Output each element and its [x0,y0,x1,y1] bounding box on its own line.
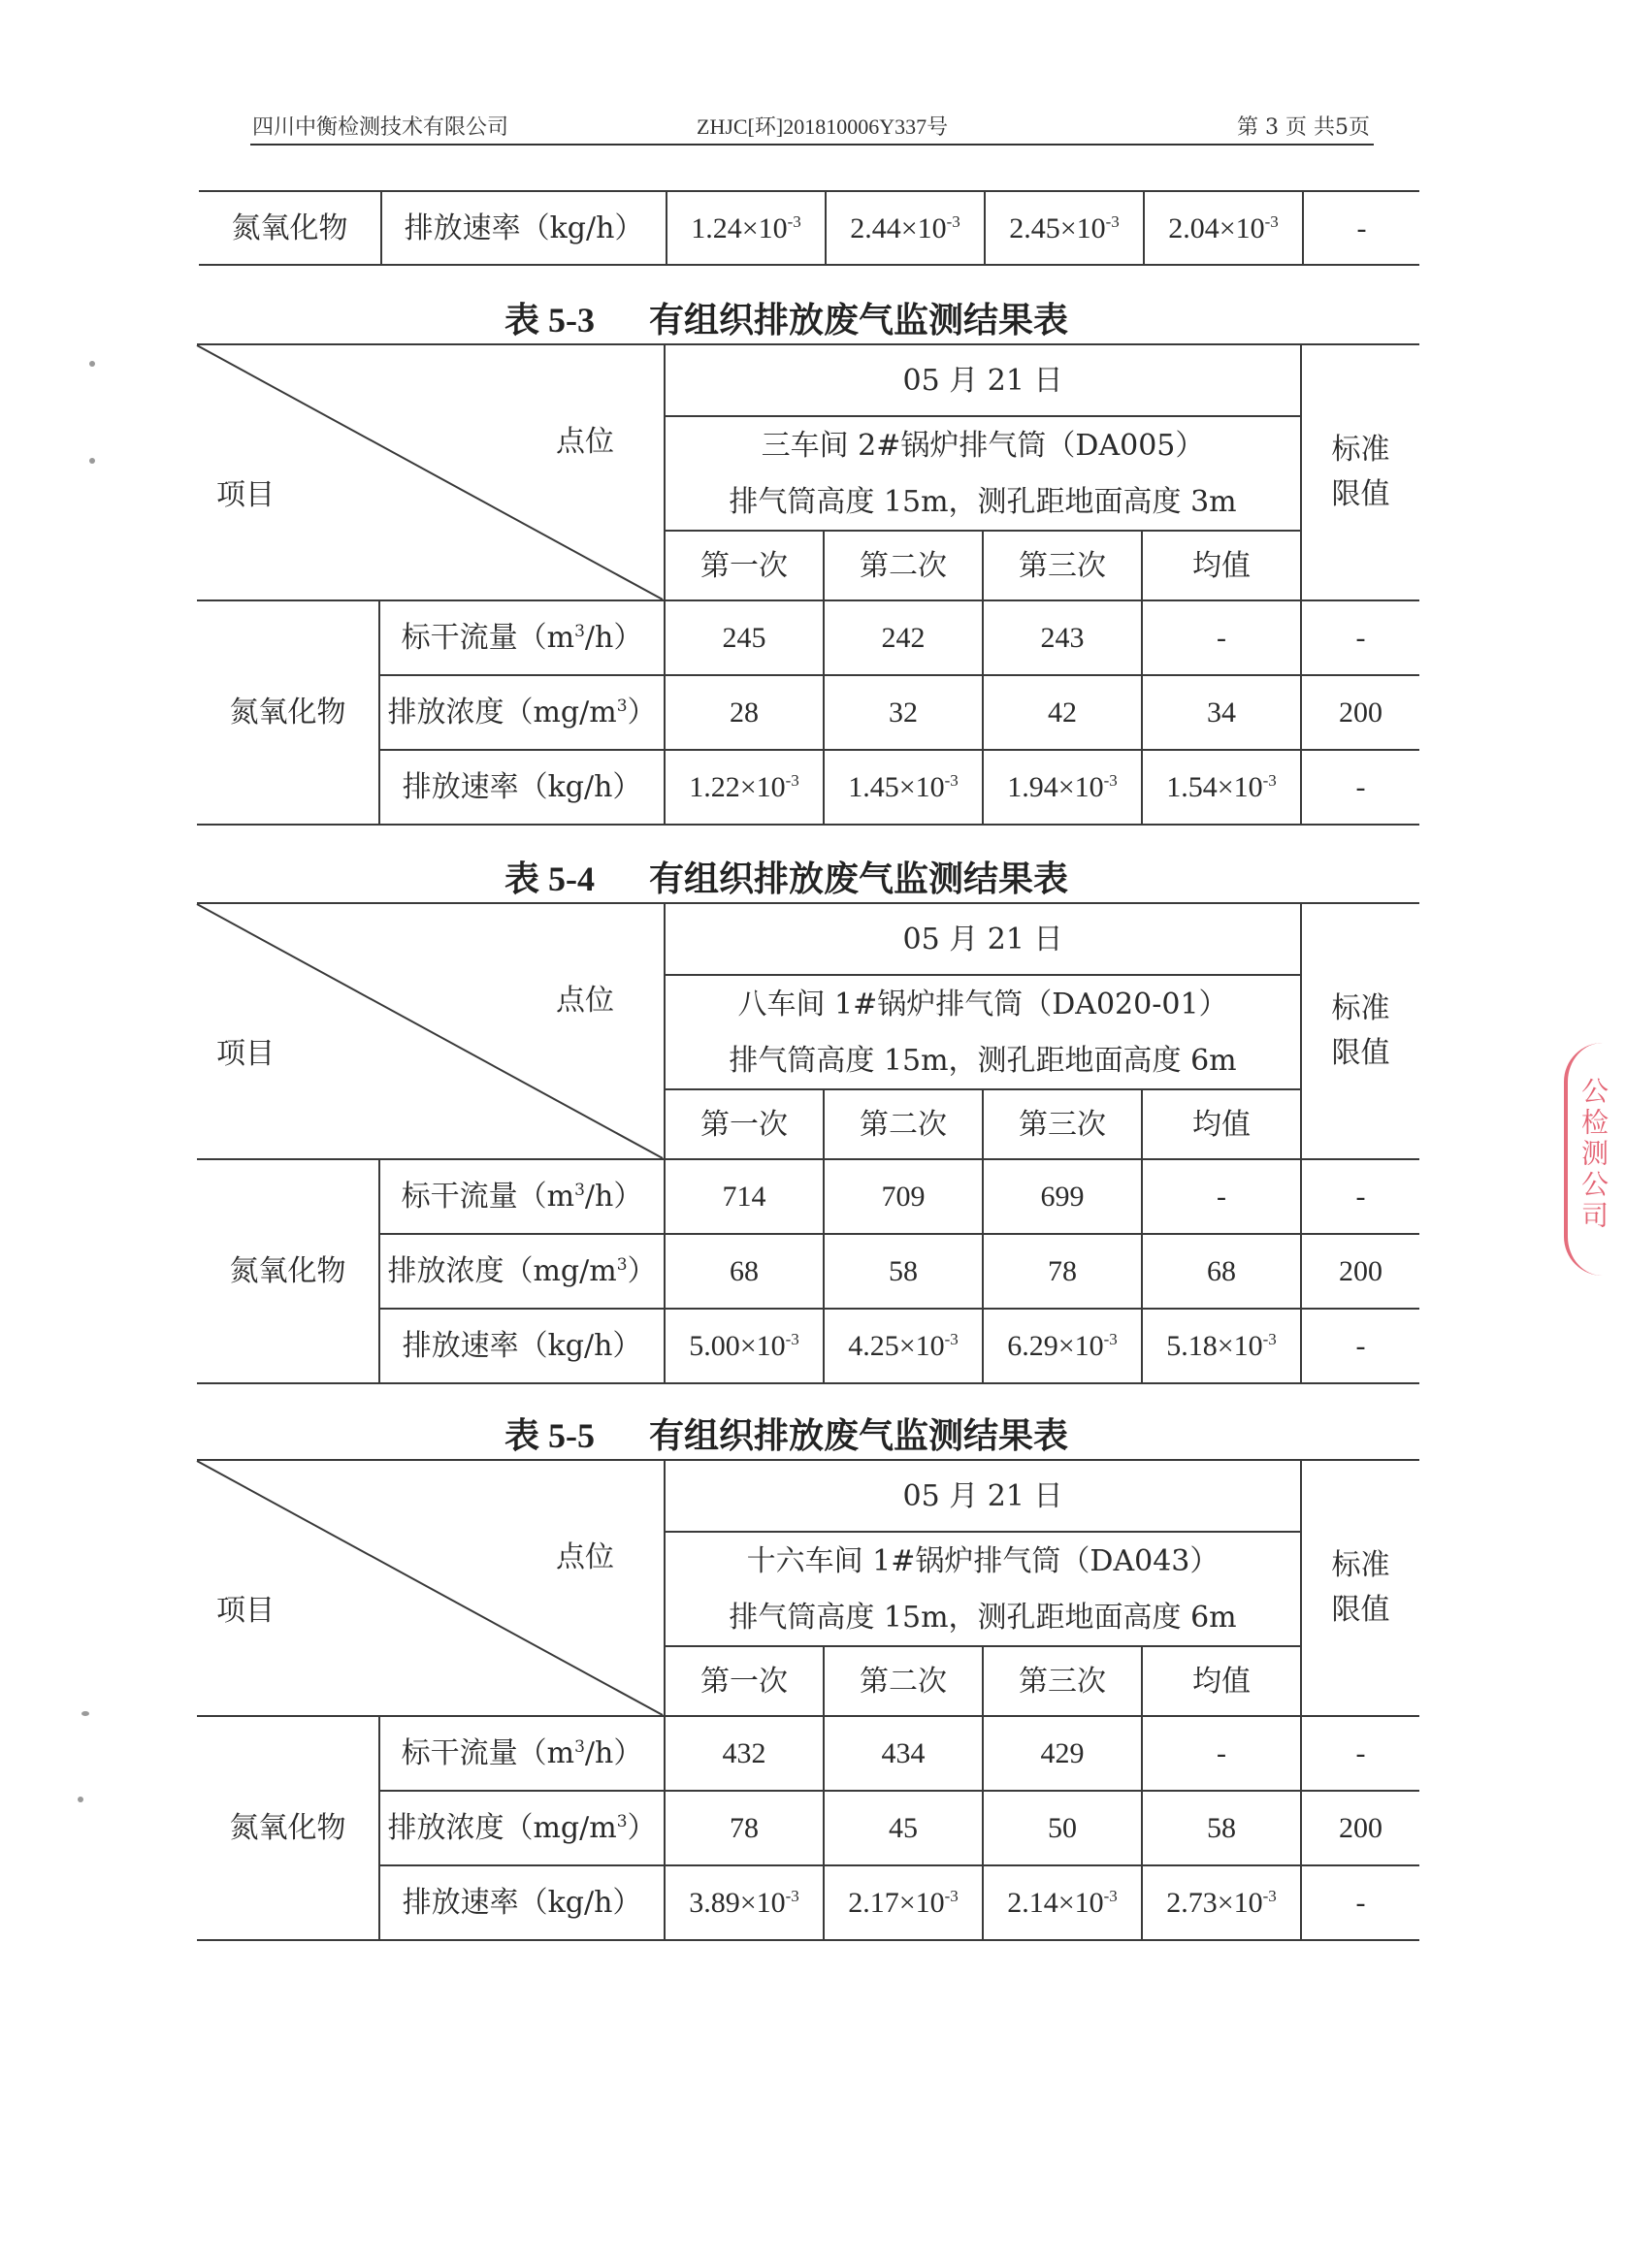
location-line-1: 十六车间 1#锅炉排气筒（DA043） [665,1532,1301,1590]
value-exponent: -3 [785,1887,799,1905]
value-exponent: -3 [1103,1887,1118,1905]
table-caption: 有组织排放废气监测结果表 [649,859,1069,899]
page-header [250,105,1374,146]
value-mantissa: 6.29×10 [1007,1330,1104,1362]
value-mantissa: 78 [730,1812,759,1844]
value-mantissa: 432 [722,1737,766,1769]
value-cell [1142,750,1301,825]
param-label: 排放浓度$(mg/m^3)$ [379,1791,665,1865]
limit-header: 标准限值 [1301,903,1419,1159]
diag-item-label: 项目 [216,1594,275,1628]
value-mantissa: 2.73×10 [1166,1887,1263,1919]
value-exponent: -3 [1262,771,1277,790]
value-exponent: -3 [785,1330,799,1348]
value-mantissa: 699 [1040,1181,1085,1213]
location-line-1: 三车间 2#锅炉排气筒（DA005） [665,416,1301,474]
location-line-1: 八车间 1#锅炉排气筒（DA020-01） [665,975,1301,1033]
value-cell [665,1159,824,1234]
value-mantissa: 1.22×10 [689,771,786,803]
column-header: 第一次 [665,531,824,600]
param-label: 排放速率（kg/h） [379,1309,665,1383]
value-mantissa: 1.94×10 [1007,771,1104,803]
limit-cell: - [1303,191,1419,265]
monitoring-table [197,343,1419,826]
value-mantissa: 245 [722,622,766,654]
location-line-2: 排气筒高度 15m，测孔距地面高度 6m [665,1590,1301,1646]
pollutant-label: 氮氧化物 [197,1716,379,1940]
value-cell [665,1865,824,1940]
value-cell [1142,675,1301,750]
value-cell [983,1234,1142,1309]
value-cell [983,1865,1142,1940]
value-cell [824,1865,983,1940]
value-mantissa: 2.14×10 [1007,1887,1104,1919]
location-line-2: 排气筒高度 15m，测孔距地面高度 3m [665,474,1301,531]
value-mantissa: 714 [722,1181,766,1213]
column-header: 均值 [1142,1089,1301,1159]
column-header: 第三次 [983,1089,1142,1159]
value-cell [983,1791,1142,1865]
value-cell [665,1309,824,1383]
value-cell [983,750,1142,825]
value-mantissa: 58 [889,1255,918,1287]
company-name: 四川中衡检测技术有限公司 [252,115,509,140]
value-cell [665,1791,824,1865]
param-label: 标干流量$(m^3/h)$ [379,600,665,675]
value-mantissa: 78 [1048,1255,1077,1287]
continuation-table [199,190,1419,266]
param-label: 标干流量$(m^3/h)$ [379,1716,665,1791]
value-cell [983,675,1142,750]
diagonal-header [197,903,665,1159]
pollutant-label: 氮氧化物 [197,1159,379,1383]
value-cell [983,1716,1142,1791]
limit-cell: 200 [1301,675,1419,750]
value-cell [983,600,1142,675]
table-title [504,1409,1068,1458]
scan-speck [89,458,95,464]
value-mantissa: 4.25×10 [848,1330,945,1362]
value-mantissa: 45 [889,1812,918,1844]
value-exponent: -3 [944,1887,959,1905]
value-mantissa: 5.00×10 [689,1330,786,1362]
column-header: 第二次 [824,531,983,600]
value-cell: $2.45\times 10^{-3}$ [985,191,1144,265]
diag-item-label: 项目 [216,1037,275,1071]
value-mantissa: 243 [1040,622,1085,654]
value-cell [1142,1234,1301,1309]
limit-header: 标准限值 [1301,1460,1419,1716]
value-exponent: -3 [944,1330,959,1348]
value-exponent: -3 [1103,771,1118,790]
location-line-2: 排气筒高度 15m，测孔距地面高度 6m [665,1033,1301,1089]
limit-cell: - [1301,750,1419,825]
value-mantissa: - [1217,1737,1227,1769]
pollutant-label: 氮氧化物 [199,191,381,265]
date-header: 05 月 21 日 [665,903,1301,975]
diagonal-line [197,1461,663,1715]
value-cell [1142,600,1301,675]
value-cell [824,1159,983,1234]
value-cell [1142,1716,1301,1791]
value-exponent: -3 [1103,1330,1118,1348]
value-exponent: -3 [1262,1330,1277,1348]
diag-item-label: 项目 [216,478,275,512]
value-mantissa: 242 [881,622,926,654]
limit-cell: - [1301,1159,1419,1234]
limit-cell: 200 [1301,1234,1419,1309]
value-cell: $1.24\times 10^{-3}$ [667,191,826,265]
value-cell [665,600,824,675]
table-title [504,852,1068,901]
value-mantissa: 434 [881,1737,926,1769]
value-cell [983,1159,1142,1234]
value-mantissa: 429 [1040,1737,1085,1769]
value-mantissa: 58 [1207,1812,1237,1844]
value-cell [1142,1865,1301,1940]
value-cell [824,1791,983,1865]
limit-cell: - [1301,1716,1419,1791]
value-mantissa: 50 [1048,1812,1077,1844]
table-number: 表 5-3 [504,301,595,340]
column-header: 第二次 [824,1089,983,1159]
value-cell [824,750,983,825]
limit-cell: 200 [1301,1791,1419,1865]
monitoring-table [197,1459,1419,1941]
value-exponent: -3 [1262,1887,1277,1905]
value-exponent: -3 [785,771,799,790]
diagonal-header [197,344,665,600]
value-mantissa: 28 [730,697,759,729]
value-mantissa: 68 [1207,1255,1237,1287]
value-cell [824,1716,983,1791]
value-mantissa: 2.17×10 [848,1887,945,1919]
value-cell [665,1716,824,1791]
value-mantissa: 1.54×10 [1166,771,1263,803]
value-cell [1142,1791,1301,1865]
param-label: 排放速率（kg/h） [379,1865,665,1940]
param-label: 排放速率（kg/h） [381,191,667,265]
value-mantissa: 34 [1207,697,1237,729]
diag-point-label: 点位 [556,984,614,1018]
table-number: 表 5-4 [504,859,595,898]
value-cell: $2.44\times 10^{-3}$ [826,191,985,265]
value-mantissa: - [1217,1181,1227,1213]
param-label: 标干流量$(m^3/h)$ [379,1159,665,1234]
seal-text: 公检测公司 [1577,1077,1610,1232]
value-cell [665,675,824,750]
diag-point-label: 点位 [556,1540,614,1574]
monitoring-table [197,902,1419,1384]
param-label: 排放速率（kg/h） [379,750,665,825]
value-cell [824,1234,983,1309]
limit-cell: - [1301,1865,1419,1940]
page-number: 第 3 页 共5页 [1237,115,1370,140]
column-header: 均值 [1142,531,1301,600]
table-number: 表 5-5 [504,1416,595,1455]
value-cell [983,1309,1142,1383]
value-mantissa: 1.45×10 [848,771,945,803]
column-header: 均值 [1142,1646,1301,1716]
value-cell [665,750,824,825]
table-caption: 有组织排放废气监测结果表 [649,1415,1069,1456]
diag-point-label: 点位 [556,425,614,459]
date-header: 05 月 21 日 [665,344,1301,416]
report-number: ZHJC[环]201810006Y337号 [697,114,949,139]
value-mantissa: 3.89×10 [689,1887,786,1919]
scan-speck [78,1797,83,1802]
diagonal-header [197,1460,665,1716]
column-header: 第一次 [665,1646,824,1716]
column-header: 第三次 [983,1646,1142,1716]
param-label: 排放浓度$(mg/m^3)$ [379,1234,665,1309]
column-header: 第二次 [824,1646,983,1716]
value-mantissa: 68 [730,1255,759,1287]
date-header: 05 月 21 日 [665,1460,1301,1532]
table-title [504,293,1068,342]
scan-speck [81,1711,89,1716]
value-mantissa: 42 [1048,697,1077,729]
limit-cell: - [1301,1309,1419,1383]
limit-cell: - [1301,600,1419,675]
limit-header: 标准限值 [1301,344,1419,600]
value-cell [1142,1309,1301,1383]
column-header: 第三次 [983,531,1142,600]
pollutant-label: 氮氧化物 [197,600,379,825]
table-caption: 有组织排放废气监测结果表 [649,300,1069,340]
value-cell [824,1309,983,1383]
value-mantissa: 5.18×10 [1166,1330,1263,1362]
value-cell [1142,1159,1301,1234]
diagonal-line [197,345,663,599]
scan-speck [89,361,95,367]
value-mantissa: 709 [881,1181,926,1213]
param-label: 排放浓度$(mg/m^3)$ [379,675,665,750]
diagonal-line [197,904,663,1158]
value-cell [824,600,983,675]
value-mantissa: - [1217,622,1227,654]
value-cell [665,1234,824,1309]
column-header: 第一次 [665,1089,824,1159]
value-mantissa: 32 [889,697,918,729]
value-exponent: -3 [944,771,959,790]
value-cell: $2.04\times 10^{-3}$ [1144,191,1303,265]
value-cell [824,675,983,750]
